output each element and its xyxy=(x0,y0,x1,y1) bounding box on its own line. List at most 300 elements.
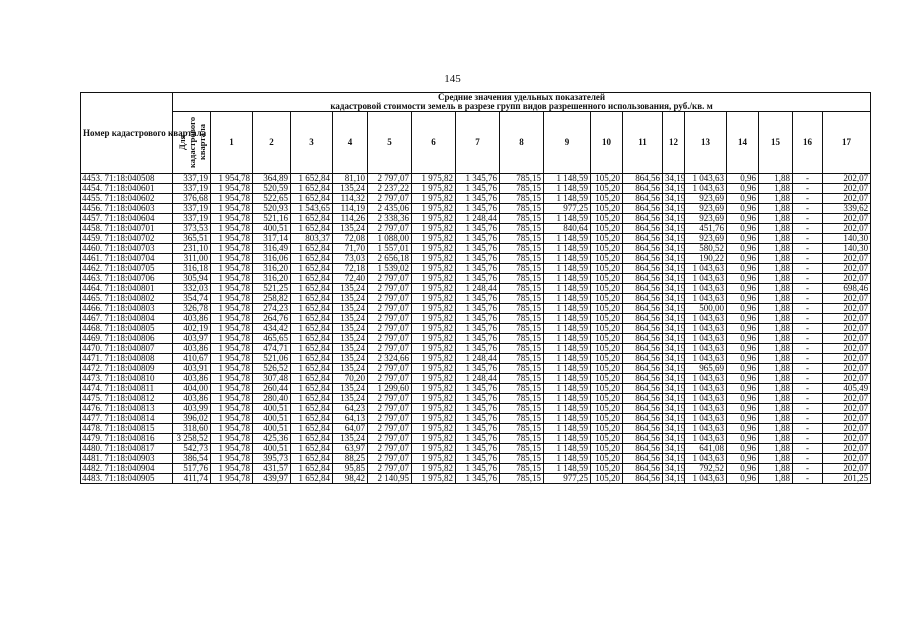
value-cell: 1 652,84 xyxy=(291,364,333,374)
value-cell: 439,97 xyxy=(253,474,291,484)
value-cell: 1 954,78 xyxy=(211,434,253,444)
value-cell: - xyxy=(793,404,823,414)
value-cell: 402,19 xyxy=(173,324,211,334)
value-cell: 1 975,82 xyxy=(412,434,456,444)
value-cell: 81,10 xyxy=(333,174,368,184)
cadastral-quarter-cell: 4457. 71:18:040604 xyxy=(81,214,173,224)
value-cell: 1 043,63 xyxy=(685,174,727,184)
table-row xyxy=(81,294,871,304)
value-cell: 785,15 xyxy=(500,174,544,184)
value-cell: 864,56 xyxy=(623,404,663,414)
value-cell: - xyxy=(793,344,823,354)
table-row xyxy=(81,374,871,384)
table-row xyxy=(81,224,871,234)
value-cell: 1 299,60 xyxy=(368,384,412,394)
value-cell: 135,24 xyxy=(333,184,368,194)
value-cell: 1 975,82 xyxy=(412,344,456,354)
value-cell: 34,19 xyxy=(663,384,685,394)
cadastral-quarter-cell: 4482. 71:18:040904 xyxy=(81,464,173,474)
cadastral-quarter-cell: 4466. 71:18:040803 xyxy=(81,304,173,314)
value-cell: 1 954,78 xyxy=(211,214,253,224)
value-cell: 2 797,07 xyxy=(368,194,412,204)
value-cell: 34,19 xyxy=(663,324,685,334)
value-cell: - xyxy=(793,314,823,324)
value-cell: 1 975,82 xyxy=(412,424,456,434)
value-cell: 522,65 xyxy=(253,194,291,204)
value-cell: 864,56 xyxy=(623,294,663,304)
value-cell: 1 043,63 xyxy=(685,184,727,194)
value-cell: 1 148,59 xyxy=(544,334,591,344)
value-cell: 1 954,78 xyxy=(211,374,253,384)
value-cell: 431,57 xyxy=(253,464,291,474)
value-cell: 135,24 xyxy=(333,304,368,314)
value-cell: 2 797,07 xyxy=(368,444,412,454)
value-cell: 864,56 xyxy=(623,424,663,434)
value-cell: 1 345,76 xyxy=(456,384,500,394)
value-cell: 264,76 xyxy=(253,314,291,324)
value-cell: 105,20 xyxy=(591,174,623,184)
value-cell: 70,20 xyxy=(333,374,368,384)
value-cell: 1 557,01 xyxy=(368,244,412,254)
value-cell: 1 043,63 xyxy=(685,374,727,384)
value-cell: 2 797,07 xyxy=(368,274,412,284)
table-row xyxy=(81,204,871,214)
cadastral-quarter-cell: 4456. 71:18:040603 xyxy=(81,204,173,214)
value-cell: 0,96 xyxy=(727,224,759,234)
value-cell: 1 652,84 xyxy=(291,374,333,384)
value-cell: 1 652,84 xyxy=(291,454,333,464)
value-cell: 864,56 xyxy=(623,334,663,344)
value-cell: 864,56 xyxy=(623,234,663,244)
value-cell: 580,52 xyxy=(685,244,727,254)
value-cell: 1 954,78 xyxy=(211,334,253,344)
value-cell: 34,19 xyxy=(663,424,685,434)
value-cell: 785,15 xyxy=(500,264,544,274)
value-cell: - xyxy=(793,374,823,384)
cadastral-quarter-cell: 4459. 71:18:040702 xyxy=(81,234,173,244)
value-cell: 785,15 xyxy=(500,444,544,454)
value-cell: 1,88 xyxy=(759,414,793,424)
value-cell: 202,07 xyxy=(823,424,871,434)
value-cell: 311,00 xyxy=(173,254,211,264)
value-cell: 202,07 xyxy=(823,404,871,414)
value-cell: 1 148,59 xyxy=(544,464,591,474)
value-cell: 202,07 xyxy=(823,264,871,274)
value-cell: 785,15 xyxy=(500,194,544,204)
value-cell: 0,96 xyxy=(727,404,759,414)
value-cell: 1,88 xyxy=(759,424,793,434)
table-row xyxy=(81,394,871,404)
value-cell: 1 345,76 xyxy=(456,444,500,454)
value-cell: 105,20 xyxy=(591,394,623,404)
value-cell: 1 975,82 xyxy=(412,204,456,214)
value-cell: 1 652,84 xyxy=(291,224,333,234)
value-cell: 785,15 xyxy=(500,304,544,314)
header-column-6: 6 xyxy=(412,112,456,174)
value-cell: 1 975,82 xyxy=(412,304,456,314)
value-cell: 1 954,78 xyxy=(211,304,253,314)
value-cell: 404,00 xyxy=(173,384,211,394)
value-cell: 1 043,63 xyxy=(685,314,727,324)
value-cell: 1 652,84 xyxy=(291,414,333,424)
value-cell: - xyxy=(793,304,823,314)
value-cell: 105,20 xyxy=(591,214,623,224)
value-cell: 0,96 xyxy=(727,424,759,434)
value-cell: 1 954,78 xyxy=(211,294,253,304)
value-cell: - xyxy=(793,434,823,444)
value-cell: 1 148,59 xyxy=(544,284,591,294)
value-cell: 1 975,82 xyxy=(412,214,456,224)
table-row xyxy=(81,404,871,414)
value-cell: 1 652,84 xyxy=(291,344,333,354)
value-cell: 1 954,78 xyxy=(211,384,253,394)
value-cell: 2 797,07 xyxy=(368,364,412,374)
value-cell: 72,18 xyxy=(333,264,368,274)
value-cell: 864,56 xyxy=(623,434,663,444)
value-cell: 1,88 xyxy=(759,314,793,324)
value-cell: 1 975,82 xyxy=(412,364,456,374)
value-cell: 1 345,76 xyxy=(456,194,500,204)
value-cell: 1 954,78 xyxy=(211,414,253,424)
value-cell: 1,88 xyxy=(759,234,793,244)
value-cell: 95,85 xyxy=(333,464,368,474)
header-column-14: 14 xyxy=(727,112,759,174)
value-cell: 1 652,84 xyxy=(291,194,333,204)
value-cell: 400,51 xyxy=(253,224,291,234)
value-cell: 34,19 xyxy=(663,234,685,244)
value-cell: 1 043,63 xyxy=(685,344,727,354)
value-cell: 0,96 xyxy=(727,394,759,404)
value-cell: 965,69 xyxy=(685,364,727,374)
value-cell: - xyxy=(793,424,823,434)
value-cell: 785,15 xyxy=(500,464,544,474)
cadastral-quarter-cell: 4455. 71:18:040602 xyxy=(81,194,173,204)
value-cell: 73,03 xyxy=(333,254,368,264)
value-cell: 0,96 xyxy=(727,464,759,474)
value-cell: 864,56 xyxy=(623,204,663,214)
value-cell: 1,88 xyxy=(759,184,793,194)
value-cell: 34,19 xyxy=(663,254,685,264)
value-cell: 105,20 xyxy=(591,314,623,324)
value-cell: 864,56 xyxy=(623,284,663,294)
header-column-7: 7 xyxy=(456,112,500,174)
value-cell: 1 652,84 xyxy=(291,294,333,304)
value-cell: 2 797,07 xyxy=(368,394,412,404)
value-cell: - xyxy=(793,254,823,264)
cadastral-quarter-cell: 4470. 71:18:040807 xyxy=(81,344,173,354)
value-cell: 105,20 xyxy=(591,384,623,394)
value-cell: 785,15 xyxy=(500,424,544,434)
value-cell: 520,93 xyxy=(253,204,291,214)
value-cell: 1 954,78 xyxy=(211,314,253,324)
value-cell: 1 954,78 xyxy=(211,234,253,244)
value-cell: 1 248,44 xyxy=(456,284,500,294)
value-cell: 337,19 xyxy=(173,184,211,194)
cadastral-quarter-cell: 4462. 71:18:040705 xyxy=(81,264,173,274)
value-cell: 977,25 xyxy=(544,204,591,214)
value-cell: 1,88 xyxy=(759,464,793,474)
value-cell: 34,19 xyxy=(663,344,685,354)
page-number: 145 xyxy=(444,73,461,85)
value-cell: 2 797,07 xyxy=(368,434,412,444)
value-cell: 373,53 xyxy=(173,224,211,234)
value-cell: 1 043,63 xyxy=(685,284,727,294)
value-cell: 434,42 xyxy=(253,324,291,334)
value-cell: 864,56 xyxy=(623,444,663,454)
value-cell: 1 148,59 xyxy=(544,304,591,314)
value-cell: 785,15 xyxy=(500,394,544,404)
header-column-17: 17 xyxy=(823,112,871,174)
cadastral-quarter-cell: 4481. 71:18:040903 xyxy=(81,454,173,464)
value-cell: 864,56 xyxy=(623,464,663,474)
value-cell: 2 797,07 xyxy=(368,344,412,354)
value-cell: 0,96 xyxy=(727,444,759,454)
value-cell: 365,51 xyxy=(173,234,211,244)
value-cell: 1 345,76 xyxy=(456,344,500,354)
value-cell: 864,56 xyxy=(623,374,663,384)
value-cell: - xyxy=(793,184,823,194)
value-cell: 1 975,82 xyxy=(412,274,456,284)
header-column-9: 9 xyxy=(544,112,591,174)
value-cell: 1 954,78 xyxy=(211,474,253,484)
value-cell: 34,19 xyxy=(663,444,685,454)
value-cell: 1 975,82 xyxy=(412,174,456,184)
value-cell: 202,07 xyxy=(823,294,871,304)
value-cell: 34,19 xyxy=(663,284,685,294)
value-cell: 1 148,59 xyxy=(544,364,591,374)
value-cell: 307,48 xyxy=(253,374,291,384)
value-cell: 785,15 xyxy=(500,234,544,244)
value-cell: 1 148,59 xyxy=(544,234,591,244)
value-cell: 316,20 xyxy=(253,274,291,284)
table-row xyxy=(81,344,871,354)
value-cell: 135,24 xyxy=(333,394,368,404)
value-cell: 1 148,59 xyxy=(544,454,591,464)
value-cell: 34,19 xyxy=(663,294,685,304)
value-cell: 1 975,82 xyxy=(412,384,456,394)
value-cell: 135,24 xyxy=(333,224,368,234)
value-cell: 864,56 xyxy=(623,364,663,374)
value-cell: 785,15 xyxy=(500,204,544,214)
table-row xyxy=(81,414,871,424)
value-cell: 34,19 xyxy=(663,474,685,484)
value-cell: 451,76 xyxy=(685,224,727,234)
header-column-13: 13 xyxy=(685,112,727,174)
value-cell: 1,88 xyxy=(759,474,793,484)
value-cell: 1 148,59 xyxy=(544,314,591,324)
table-row xyxy=(81,474,871,484)
value-cell: 1 975,82 xyxy=(412,394,456,404)
value-cell: 1 148,59 xyxy=(544,214,591,224)
table-row xyxy=(81,254,871,264)
value-cell: 526,52 xyxy=(253,364,291,374)
cadastral-quarter-cell: 4461. 71:18:040704 xyxy=(81,254,173,264)
value-cell: - xyxy=(793,454,823,464)
table-row xyxy=(81,354,871,364)
cadastral-quarter-cell: 4458. 71:18:040701 xyxy=(81,224,173,234)
value-cell: 864,56 xyxy=(623,344,663,354)
value-cell: 202,07 xyxy=(823,224,871,234)
value-cell: 1 345,76 xyxy=(456,304,500,314)
value-cell: 864,56 xyxy=(623,304,663,314)
value-cell: 396,02 xyxy=(173,414,211,424)
value-cell: 202,07 xyxy=(823,254,871,264)
value-cell: 0,96 xyxy=(727,304,759,314)
value-cell: 317,14 xyxy=(253,234,291,244)
value-cell: 1 043,63 xyxy=(685,434,727,444)
value-cell: 1 652,84 xyxy=(291,244,333,254)
value-cell: 474,71 xyxy=(253,344,291,354)
value-cell: 316,20 xyxy=(253,264,291,274)
value-cell: 1 652,84 xyxy=(291,184,333,194)
value-cell: 105,20 xyxy=(591,334,623,344)
value-cell: 2 797,07 xyxy=(368,314,412,324)
value-cell: 34,19 xyxy=(663,394,685,404)
value-cell: 0,96 xyxy=(727,294,759,304)
value-cell: 2 797,07 xyxy=(368,414,412,424)
value-cell: 1 975,82 xyxy=(412,184,456,194)
value-cell: 105,20 xyxy=(591,444,623,454)
value-cell: 1 148,59 xyxy=(544,264,591,274)
value-cell: 105,20 xyxy=(591,344,623,354)
value-cell: 0,96 xyxy=(727,174,759,184)
value-cell: - xyxy=(793,284,823,294)
value-cell: 1,88 xyxy=(759,204,793,214)
value-cell: 1 954,78 xyxy=(211,194,253,204)
value-cell: 1,88 xyxy=(759,434,793,444)
value-cell: 98,42 xyxy=(333,474,368,484)
value-cell: 864,56 xyxy=(623,314,663,324)
value-cell: 1 148,59 xyxy=(544,174,591,184)
value-cell: 521,06 xyxy=(253,354,291,364)
value-cell: 0,96 xyxy=(727,284,759,294)
value-cell: 135,24 xyxy=(333,364,368,374)
value-cell: 1 975,82 xyxy=(412,314,456,324)
cadastral-quarter-cell: 4475. 71:18:040812 xyxy=(81,394,173,404)
value-cell: - xyxy=(793,384,823,394)
value-cell: 1,88 xyxy=(759,394,793,404)
value-cell: 1 652,84 xyxy=(291,474,333,484)
value-cell: 202,07 xyxy=(823,194,871,204)
value-cell: 105,20 xyxy=(591,414,623,424)
value-cell: 0,96 xyxy=(727,264,759,274)
cadastral-quarter-cell: 4464. 71:18:040801 xyxy=(81,284,173,294)
value-cell: 785,15 xyxy=(500,364,544,374)
value-cell: 1 652,84 xyxy=(291,274,333,284)
value-cell: 1 975,82 xyxy=(412,464,456,474)
value-cell: 280,40 xyxy=(253,394,291,404)
value-cell: 0,96 xyxy=(727,414,759,424)
header-column-11: 11 xyxy=(623,112,663,174)
value-cell: 34,19 xyxy=(663,414,685,424)
value-cell: 135,24 xyxy=(333,294,368,304)
value-cell: 785,15 xyxy=(500,384,544,394)
value-cell: 785,15 xyxy=(500,374,544,384)
value-cell: 1,88 xyxy=(759,334,793,344)
value-cell: 258,82 xyxy=(253,294,291,304)
header-column-2: 2 xyxy=(253,112,291,174)
value-cell: 135,24 xyxy=(333,354,368,364)
value-cell: 785,15 xyxy=(500,294,544,304)
value-cell: 386,54 xyxy=(173,454,211,464)
value-cell: 105,20 xyxy=(591,374,623,384)
value-cell: 1 975,82 xyxy=(412,444,456,454)
value-cell: 34,19 xyxy=(663,214,685,224)
header-column-8: 8 xyxy=(500,112,544,174)
value-cell: 1 975,82 xyxy=(412,264,456,274)
cadastral-quarter-cell: 4479. 71:18:040816 xyxy=(81,434,173,444)
value-cell: 785,15 xyxy=(500,244,544,254)
value-cell: 0,96 xyxy=(727,454,759,464)
value-cell: 1 148,59 xyxy=(544,194,591,204)
value-cell: 1 975,82 xyxy=(412,404,456,414)
table-row xyxy=(81,334,871,344)
value-cell: 1,88 xyxy=(759,194,793,204)
value-cell: 1 652,84 xyxy=(291,424,333,434)
value-cell: 260,44 xyxy=(253,384,291,394)
value-cell: 864,56 xyxy=(623,274,663,284)
table-row xyxy=(81,214,871,224)
value-cell: 403,86 xyxy=(173,394,211,404)
value-cell: 0,96 xyxy=(727,364,759,374)
value-cell: 114,32 xyxy=(333,194,368,204)
table-row xyxy=(81,274,871,284)
value-cell: 0,96 xyxy=(727,214,759,224)
value-cell: 34,19 xyxy=(663,304,685,314)
value-cell: 864,56 xyxy=(623,224,663,234)
value-cell: 400,51 xyxy=(253,424,291,434)
value-cell: 105,20 xyxy=(591,454,623,464)
value-cell: 1 652,84 xyxy=(291,304,333,314)
value-cell: 326,78 xyxy=(173,304,211,314)
value-cell: 202,07 xyxy=(823,364,871,374)
value-cell: 1 543,65 xyxy=(291,204,333,214)
cadastral-quarter-cell: 4453. 71:18:040508 xyxy=(81,174,173,184)
value-cell: 1 539,02 xyxy=(368,264,412,274)
value-cell: 2 338,36 xyxy=(368,214,412,224)
value-cell: 1 954,78 xyxy=(211,184,253,194)
value-cell: 1 248,44 xyxy=(456,374,500,384)
value-cell: 105,20 xyxy=(591,194,623,204)
value-cell: 105,20 xyxy=(591,244,623,254)
value-cell: 395,73 xyxy=(253,454,291,464)
value-cell: 1,88 xyxy=(759,174,793,184)
value-cell: 1 148,59 xyxy=(544,384,591,394)
value-cell: 1 043,63 xyxy=(685,264,727,274)
value-cell: 105,20 xyxy=(591,234,623,244)
value-cell: 1 043,63 xyxy=(685,454,727,464)
table-row xyxy=(81,454,871,464)
value-cell: 1 148,59 xyxy=(544,414,591,424)
value-cell: 1 148,59 xyxy=(544,374,591,384)
value-cell: 1,88 xyxy=(759,444,793,454)
value-cell: 1 954,78 xyxy=(211,424,253,434)
value-cell: 2 797,07 xyxy=(368,374,412,384)
value-cell: 2 797,07 xyxy=(368,424,412,434)
value-cell: 202,07 xyxy=(823,394,871,404)
value-cell: 1 345,76 xyxy=(456,424,500,434)
value-cell: 1,88 xyxy=(759,384,793,394)
value-cell: 1 954,78 xyxy=(211,174,253,184)
cadastral-quarter-cell: 4454. 71:18:040601 xyxy=(81,184,173,194)
value-cell: 864,56 xyxy=(623,194,663,204)
value-cell: 274,23 xyxy=(253,304,291,314)
value-cell: - xyxy=(793,194,823,204)
value-cell: 34,19 xyxy=(663,204,685,214)
value-cell: 1 043,63 xyxy=(685,334,727,344)
value-cell: 1 345,76 xyxy=(456,224,500,234)
cadastral-quarter-cell: 4460. 71:18:040703 xyxy=(81,244,173,254)
